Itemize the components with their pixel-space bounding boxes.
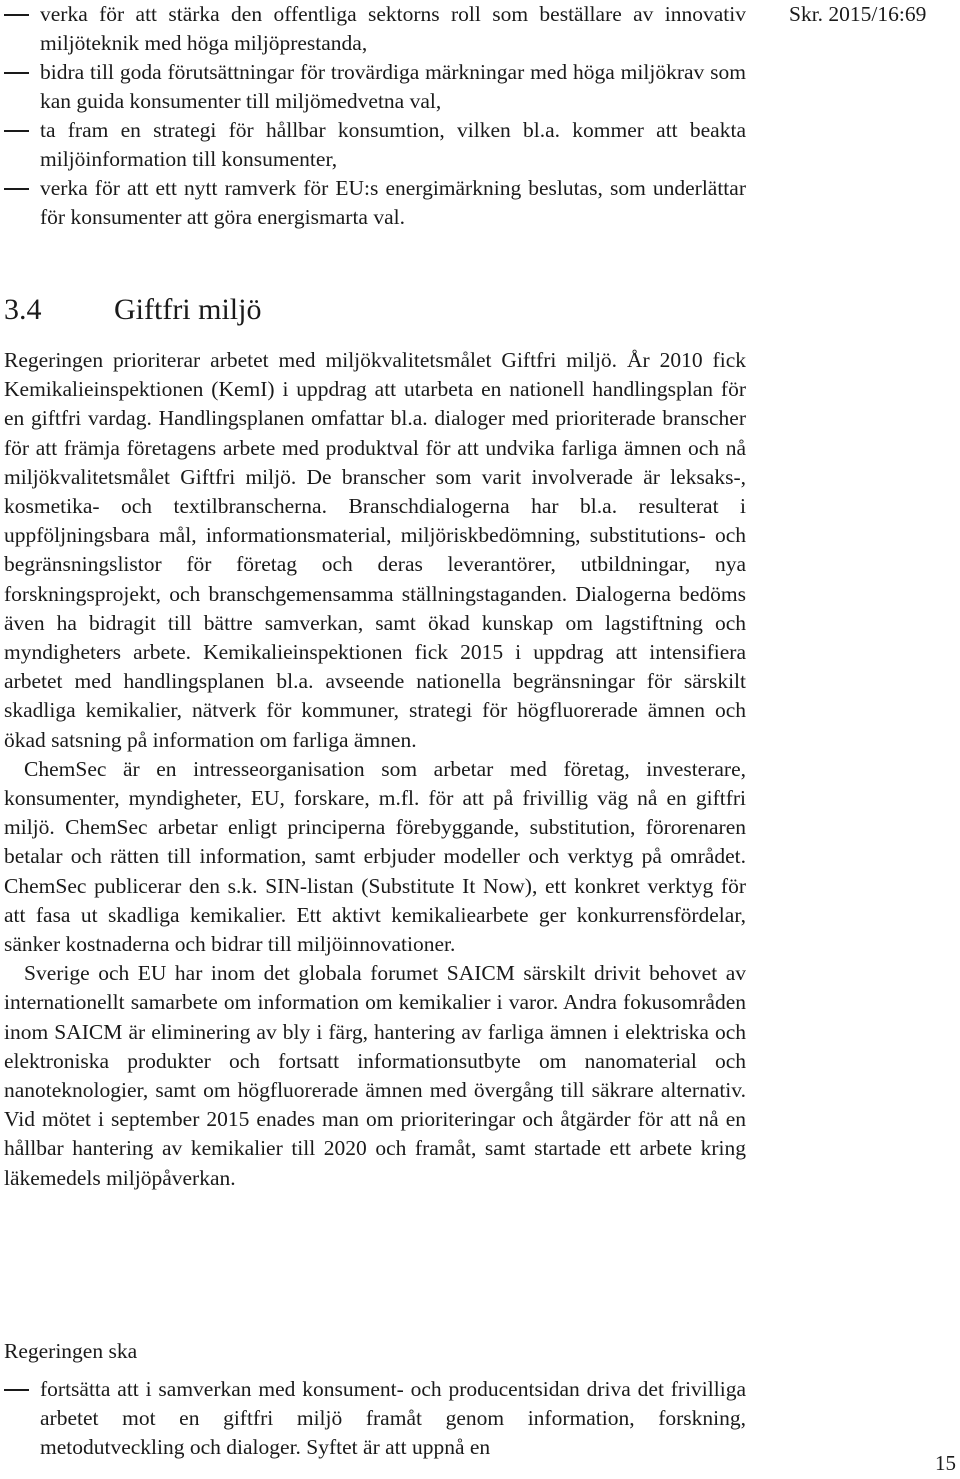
list-item: fortsätta att i samverkan med konsument- och producentsidan driva det frivilliga arbetet mot en giftfri miljö framåt genom information, forskning, metodutveckling och dialoger. Syftet är att uppnå en <box>4 1375 746 1462</box>
body-text <box>4 346 746 1193</box>
list-item: verka för att stärka den offentliga sektorns roll som beställare av innovativ miljöteknik med höga miljöprestanda, <box>4 0 746 58</box>
list-item: verka för att ett nytt ramverk för EU:s energimärkning beslutas, som underlättar för konsumenter att göra energismarta val. <box>4 174 746 232</box>
document-reference: Skr. 2015/16:69 <box>789 2 927 26</box>
paragraph: Regeringen prioriterar arbetet med miljökvalitetsmålet Giftfri miljö. År 2010 fick Kemikalieinspektionen (KemI) i uppdrag att utarbeta en nationell handlingsplan för en giftfri vardag. Handlingsplanen omfattar bl.a. dialoger med prioriterade branscher för att främja företagens arbete med produktval för att undvika farliga ämnen och nå miljökvalitetsmålet Giftfri miljö. De branscher som varit involverade är leksaks-, kosmetika- och textilbranscherna. Branschdialogerna har bl.a. resulterat i uppföljningsbara mål, informationsmaterial, miljöriskbedömning, substitutions- och begränsningslistor för företag och deras leverantörer, utbildningar, nya forskningsprojekt, och branschgemensamma ställningstaganden. Dialogerna bedöms även ha bidragit till bättre samverkan, samt ökad kunskap om lagstiftning och myndigheters arbete. Kemikalieinspektionen fick 2015 i uppdrag att intensifiera arbetet med handlingsplanen bl.a. avseende nationella begränsningar för särskilt skadliga kemikalier, nätverk för kommuner, strategi för högfluorerade ämnen och ökad satsning på information om farliga ämnen. <box>4 348 746 752</box>
list-item: bidra till goda förutsättningar för trovärdiga märkningar med höga miljökrav som kan guida konsumenter till miljömedvetna val, <box>4 58 746 116</box>
list-intro: Regeringen ska <box>4 1339 138 1363</box>
section-title: Giftfri miljö <box>114 293 262 326</box>
paragraph: Sverige och EU har inom det globala forumet SAICM särskilt drivit behovet av internationellt samarbete om information om kemikalier i varor. Andra fokusområden inom SAICM är eliminering av bly i färg, hantering av farliga ämnen i elektriska och elektroniska produkter och fortsatt informationsutbyte om nanomaterial och nanoteknologier, samt om högfluorerade ämnen med övergång till säkrare alternativ. Vid mötet i september 2015 enades man om prioriteringar och åtgärder för att nå en hållbar hantering av kemikalier till 2020 och framåt, samt startade ett arbete kring läkemedels miljöpåverkan. <box>4 961 746 1190</box>
top-dash-list <box>4 0 746 232</box>
bottom-dash-list <box>4 1375 746 1462</box>
section-number: 3.4 <box>4 293 42 326</box>
list-item: ta fram en strategi för hållbar konsumtion, vilken bl.a. kommer att beakta miljöinformation till konsumenter, <box>4 116 746 174</box>
section-heading <box>4 293 261 327</box>
paragraph: ChemSec är en intresseorganisation som arbetar med företag, investerare, konsumenter, myndigheter, EU, forskare, m.fl. för att på frivillig väg nå en giftfri miljö. ChemSec arbetar enligt principerna förebyggande, substitution, förorenaren betalar och rätten till information, samt erbjuder modeller och verktyg på området. ChemSec publicerar den s.k. SIN-listan (Substitute It Now), ett konkret verktyg för att fasa ut skadliga kemikalier. Ett aktivt kemikaliearbete ger konkurrensfördelar, sänker kostnaderna och bidrar till miljöinnovationer. <box>4 756 746 957</box>
page-number: 15 <box>935 1451 956 1475</box>
